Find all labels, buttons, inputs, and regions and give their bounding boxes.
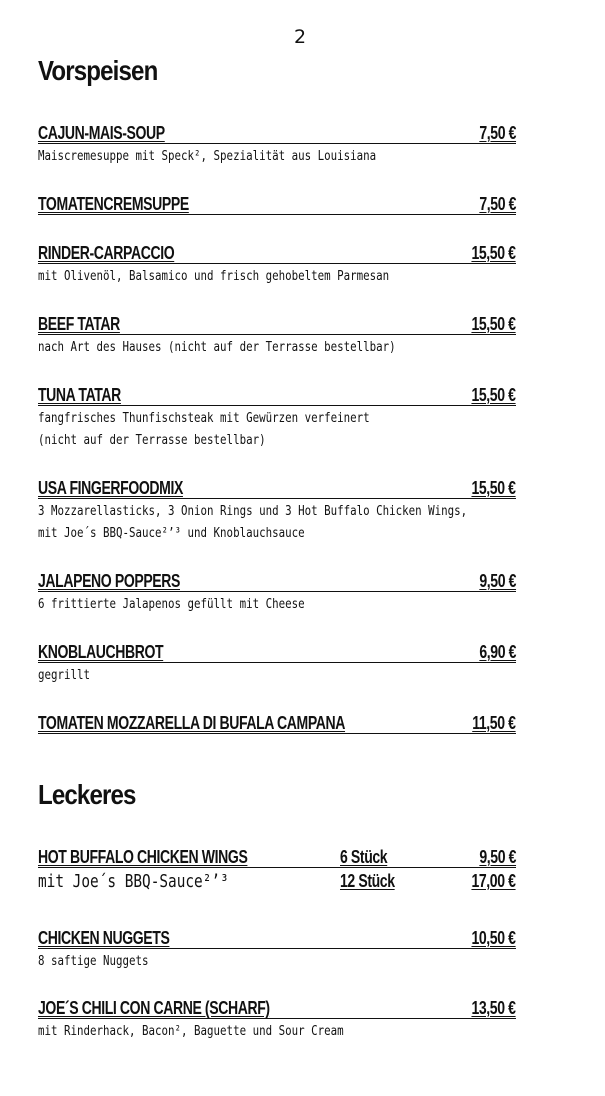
item-price: 17,00 € [471, 871, 516, 891]
item-name: TOMATENCREMSUPPE [38, 194, 189, 214]
item-description: Maiscremesuppe mit Speck², Spezialität aus Louisiana [38, 148, 377, 164]
menu-item-wings [38, 845, 516, 897]
menu-item [38, 312, 516, 358]
item-price: 7,50 € [479, 194, 516, 214]
item-description: mit Rinderhack, Bacon², Baguette und Sour Cream [38, 1023, 344, 1039]
section-title-leckeres: Leckeres [38, 779, 136, 810]
item-row [38, 926, 516, 949]
item-description: mit Joe´s BBQ-Sauce²’³ [38, 871, 229, 892]
item-name: JALAPENO POPPERS [38, 571, 180, 591]
menu-item [38, 711, 516, 734]
item-row [38, 312, 516, 335]
item-price: 10,50 € [471, 928, 516, 948]
menu-item [38, 383, 516, 451]
item-row [38, 121, 516, 144]
item-name: RINDER-CARPACCIO [38, 243, 175, 263]
item-description [38, 407, 420, 451]
item-name: CHICKEN NUGGETS [38, 928, 170, 948]
menu-item [38, 241, 516, 287]
item-name: BEEF TATAR [38, 314, 120, 334]
description-line: (nicht auf der Terrasse bestellbar) [38, 432, 266, 448]
menu-item [38, 121, 516, 167]
menu-item [38, 476, 516, 544]
page-number: 2 [293, 26, 307, 48]
item-price: 9,50 € [479, 571, 516, 591]
item-row [38, 241, 516, 264]
item-description: gegrillt [38, 667, 91, 683]
menu-item [38, 640, 516, 686]
item-row [38, 569, 516, 592]
item-price: 15,50 € [471, 385, 516, 405]
item-row [38, 192, 516, 215]
section-title-vorspeisen: Vorspeisen [38, 55, 158, 86]
item-row [38, 383, 516, 406]
menu-item [38, 996, 516, 1042]
item-description: mit Olivenöl, Balsamico und frisch gehobeltem Parmesan [38, 268, 390, 284]
item-description: 6 frittierte Jalapenos gefüllt mit Cheese [38, 596, 305, 612]
description-line: fangfrisches Thunfischsteak mit Gewürzen verfeinert [38, 410, 370, 426]
menu-item [38, 926, 516, 972]
item-name: CAJUN-MAIS-SOUP [38, 123, 165, 143]
item-name: HOT BUFFALO CHICKEN WINGS [38, 847, 248, 867]
item-name: KNOBLAUCHBROT [38, 642, 164, 662]
item-description: nach Art des Hauses (nicht auf der Terrasse bestellbar) [38, 339, 396, 355]
menu-item [38, 569, 516, 615]
item-row [38, 711, 516, 734]
description-line: 3 Mozzarellasticks, 3 Onion Rings und 3 Hot Buffalo Chicken Wings, [38, 503, 468, 519]
item-row [38, 845, 516, 868]
item-row [38, 476, 516, 499]
item-description: 8 saftige Nuggets [38, 953, 149, 969]
item-row [38, 640, 516, 663]
item-name: JOE´S CHILI CON CARNE (SCHARF) [38, 998, 270, 1018]
item-quantity: 12 Stück [340, 871, 395, 891]
description-line: mit Joe´s BBQ-Sauce²’³ und Knoblauchsauce [38, 525, 305, 541]
item-row [38, 996, 516, 1019]
item-name: TUNA TATAR [38, 385, 121, 405]
item-quantity: 6 Stück [340, 847, 388, 867]
item-price: 11,50 € [472, 713, 516, 733]
item-price: 15,50 € [471, 314, 516, 334]
item-name: TOMATEN MOZZARELLA DI BUFALA CAMPANA [38, 713, 346, 733]
item-description [38, 500, 468, 544]
item-price: 15,50 € [471, 243, 516, 263]
item-name: USA FINGERFOODMIX [38, 478, 183, 498]
item-price: 7,50 € [479, 123, 516, 143]
menu-item [38, 192, 516, 215]
item-price: 15,50 € [471, 478, 516, 498]
item-price: 6,90 € [479, 642, 516, 662]
item-price: 13,50 € [471, 998, 516, 1018]
item-price: 9,50 € [479, 847, 516, 867]
